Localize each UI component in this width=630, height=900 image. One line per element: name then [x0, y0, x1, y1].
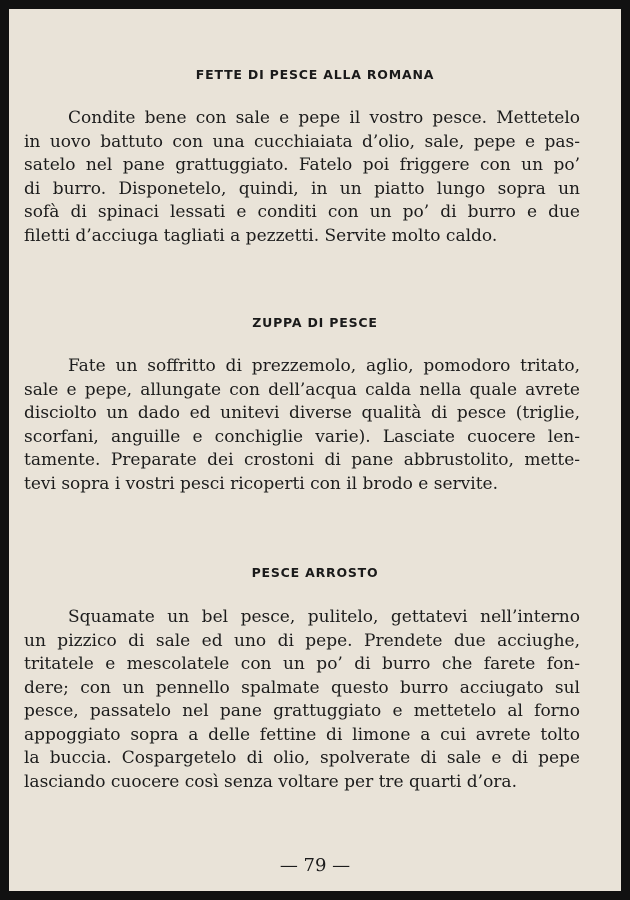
text-line: un pizzico di sale ed uno di pepe. Prendete due acciughe, — [24, 630, 580, 651]
text-line: sale e pepe, allungate con dell’acqua calda nella quale avrete — [24, 379, 580, 400]
recipe-title-pesce-arrosto: PESCE ARROSTO — [251, 565, 379, 580]
recipe-title-fette-di-pesce: FETTE DI PESCE ALLA ROMANA — [195, 67, 435, 82]
text-line: la buccia. Cospargetelo di olio, spolverate di sale e di pepe — [24, 748, 580, 768]
text-line: tevi sopra i vostri pesci ricoperti con il brodo e servite. — [24, 473, 498, 494]
text-line: filetti d’acciuga tagliati a pezzetti. Servite molto caldo. — [24, 225, 498, 246]
text-line: dere; con un pennello spalmate questo burro acciugato sul — [24, 677, 580, 698]
page-number: — 79 — — [279, 855, 351, 876]
text-line: disciolto un dado ed unitevi diverse qualità di pesce (triglie, — [24, 403, 580, 423]
text-line: Fate un soffritto di prezzemolo, aglio, pomodoro tritato, — [68, 356, 580, 376]
recipe-text-fette-di-pesce — [24, 107, 580, 248]
book-page — [9, 9, 621, 891]
text-line: satelo nel pane grattuggiato. Fatelo poi friggere con un po’ — [24, 155, 580, 175]
recipe-text-zuppa-di-pesce — [24, 355, 580, 496]
text-line: tritatele e mescolatele con un po’ di burro che farete fon- — [24, 654, 580, 674]
text-line: sofà di spinaci lessati e conditi con un po’ di burro e due — [24, 202, 580, 222]
recipe-text-pesce-arrosto — [24, 606, 580, 794]
text-line: tamente. Preparate dei crostoni di pane abbrustolito, mette- — [24, 450, 580, 470]
text-line: Squamate un bel pesce, pulitelo, gettatevi nell’interno — [68, 607, 580, 627]
text-line: Condite bene con sale e pepe il vostro pesce. Mettetelo — [68, 108, 580, 128]
recipe-title-zuppa-di-pesce: ZUPPA DI PESCE — [252, 315, 378, 330]
text-line: pesce, passatelo nel pane grattuggiato e mettetelo al forno — [24, 701, 580, 721]
text-line: in uovo battuto con una cucchiaiata d’olio, sale, pepe e pas- — [24, 131, 580, 152]
text-line: appoggiato sopra a delle fettine di limone a cui avrete tolto — [24, 724, 580, 745]
text-line: lasciando cuocere così senza voltare per tre quarti d’ora. — [24, 771, 517, 792]
text-line: scorfani, anguille e conchiglie varie). Lasciate cuocere len- — [24, 426, 580, 447]
text-line: di burro. Disponetelo, quindi, in un piatto lungo sopra un — [24, 178, 580, 199]
